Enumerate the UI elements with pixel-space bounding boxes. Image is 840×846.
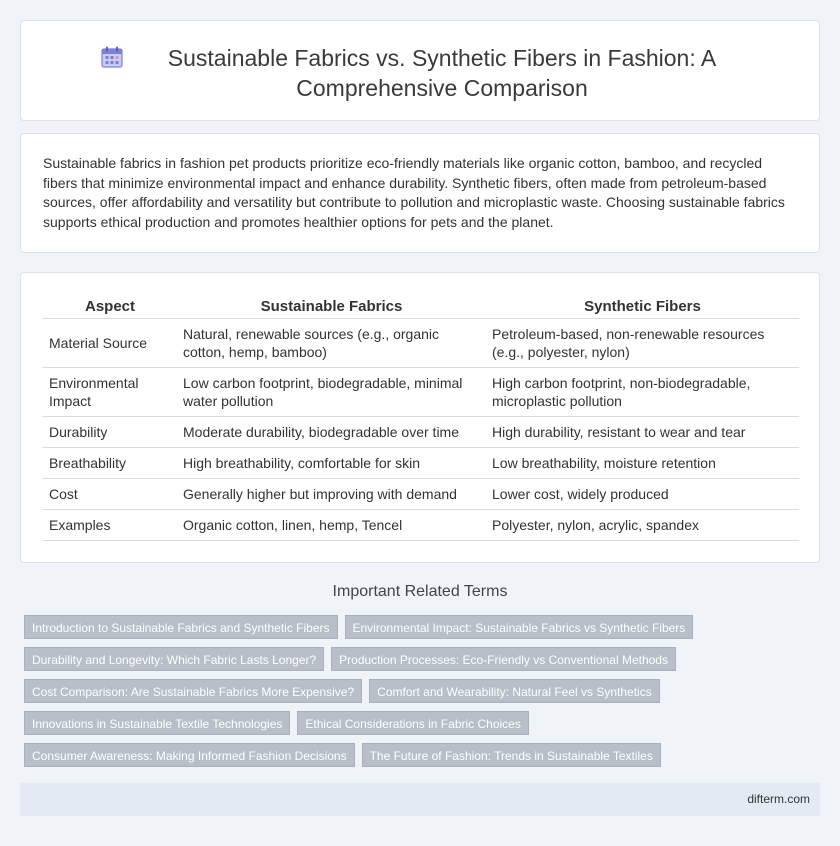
tag-row [24, 679, 824, 703]
tag-row [24, 743, 824, 767]
related-term-link[interactable]: Cost Comparison: Are Sustainable Fabrics More Expensive? [24, 679, 362, 703]
row-aspect: Material Source [43, 319, 177, 368]
comparison-table-card [20, 272, 820, 563]
table-row [43, 417, 799, 448]
row-synthetic: High carbon footprint, non-biodegradable, microplastic pollution [486, 368, 799, 417]
related-term-link[interactable]: Production Processes: Eco-Friendly vs Conventional Methods [331, 647, 676, 671]
summary-text: Sustainable fabrics in fashion pet products prioritize eco-friendly materials like organic cotton, bamboo, and recycled fibers that minimize environmental impact and enhance durability. Synthetic fibers, often made from petroleum-based sources, offer affordability and versatility but contribute to pollution and microplastic waste. Choosing sustainable fabrics supports ethical production and promotes healthier options for pets and the planet. [43, 155, 785, 230]
row-synthetic: Lower cost, widely produced [486, 479, 799, 510]
row-sustainable: High breathability, comfortable for skin [177, 448, 486, 479]
row-aspect: Breathability [43, 448, 177, 479]
row-sustainable: Organic cotton, linen, hemp, Tencel [177, 510, 486, 541]
header-synthetic-fibers: Synthetic Fibers [486, 295, 799, 319]
related-term-link[interactable]: Comfort and Wearability: Natural Feel vs Synthetics [369, 679, 660, 703]
table-row [43, 448, 799, 479]
tag-row [24, 647, 824, 671]
related-term-link[interactable]: Durability and Longevity: Which Fabric Lasts Longer? [24, 647, 324, 671]
related-term-link[interactable]: Innovations in Sustainable Textile Technologies [24, 711, 290, 735]
comparison-table [43, 295, 799, 541]
calendar-icon [100, 45, 124, 69]
header-sustainable-fabrics: Sustainable Fabrics [177, 295, 486, 319]
footer-site-link[interactable]: difterm.com [747, 792, 810, 806]
row-aspect: Examples [43, 510, 177, 541]
tag-row [24, 615, 824, 639]
related-terms-title: Important Related Terms [332, 583, 508, 600]
row-synthetic: High durability, resistant to wear and tear [486, 417, 799, 448]
related-term-link[interactable]: The Future of Fashion: Trends in Sustainable Textiles [362, 743, 661, 767]
row-aspect: Environmental Impact [43, 368, 177, 417]
table-row [43, 479, 799, 510]
page-title: Sustainable Fabrics vs. Synthetic Fibers in Fashion: A Comprehensive Comparison [167, 44, 717, 101]
table-header-row [43, 295, 799, 319]
tag-row [24, 711, 824, 735]
row-sustainable: Low carbon footprint, biodegradable, minimal water pollution [177, 368, 486, 417]
summary-card [20, 133, 820, 253]
related-term-link[interactable]: Introduction to Sustainable Fabrics and Synthetic Fibers [24, 615, 338, 639]
table-row [43, 319, 799, 368]
related-terms-tags [24, 615, 824, 775]
row-synthetic: Petroleum-based, non-renewable resources (e.g., polyester, nylon) [486, 319, 799, 368]
row-aspect: Cost [43, 479, 177, 510]
row-sustainable: Moderate durability, biodegradable over time [177, 417, 486, 448]
related-term-link[interactable]: Environmental Impact: Sustainable Fabrics vs Synthetic Fibers [345, 615, 694, 639]
row-synthetic: Polyester, nylon, acrylic, spandex [486, 510, 799, 541]
related-term-link[interactable]: Ethical Considerations in Fabric Choices [297, 711, 528, 735]
row-sustainable: Generally higher but improving with demand [177, 479, 486, 510]
header-aspect: Aspect [43, 295, 177, 319]
title-card [20, 20, 820, 121]
row-synthetic: Low breathability, moisture retention [486, 448, 799, 479]
footer [20, 783, 820, 816]
row-aspect: Durability [43, 417, 177, 448]
row-sustainable: Natural, renewable sources (e.g., organic cotton, hemp, bamboo) [177, 319, 486, 368]
table-row [43, 368, 799, 417]
related-term-link[interactable]: Consumer Awareness: Making Informed Fashion Decisions [24, 743, 355, 767]
table-row [43, 510, 799, 541]
title-row [100, 19, 740, 123]
